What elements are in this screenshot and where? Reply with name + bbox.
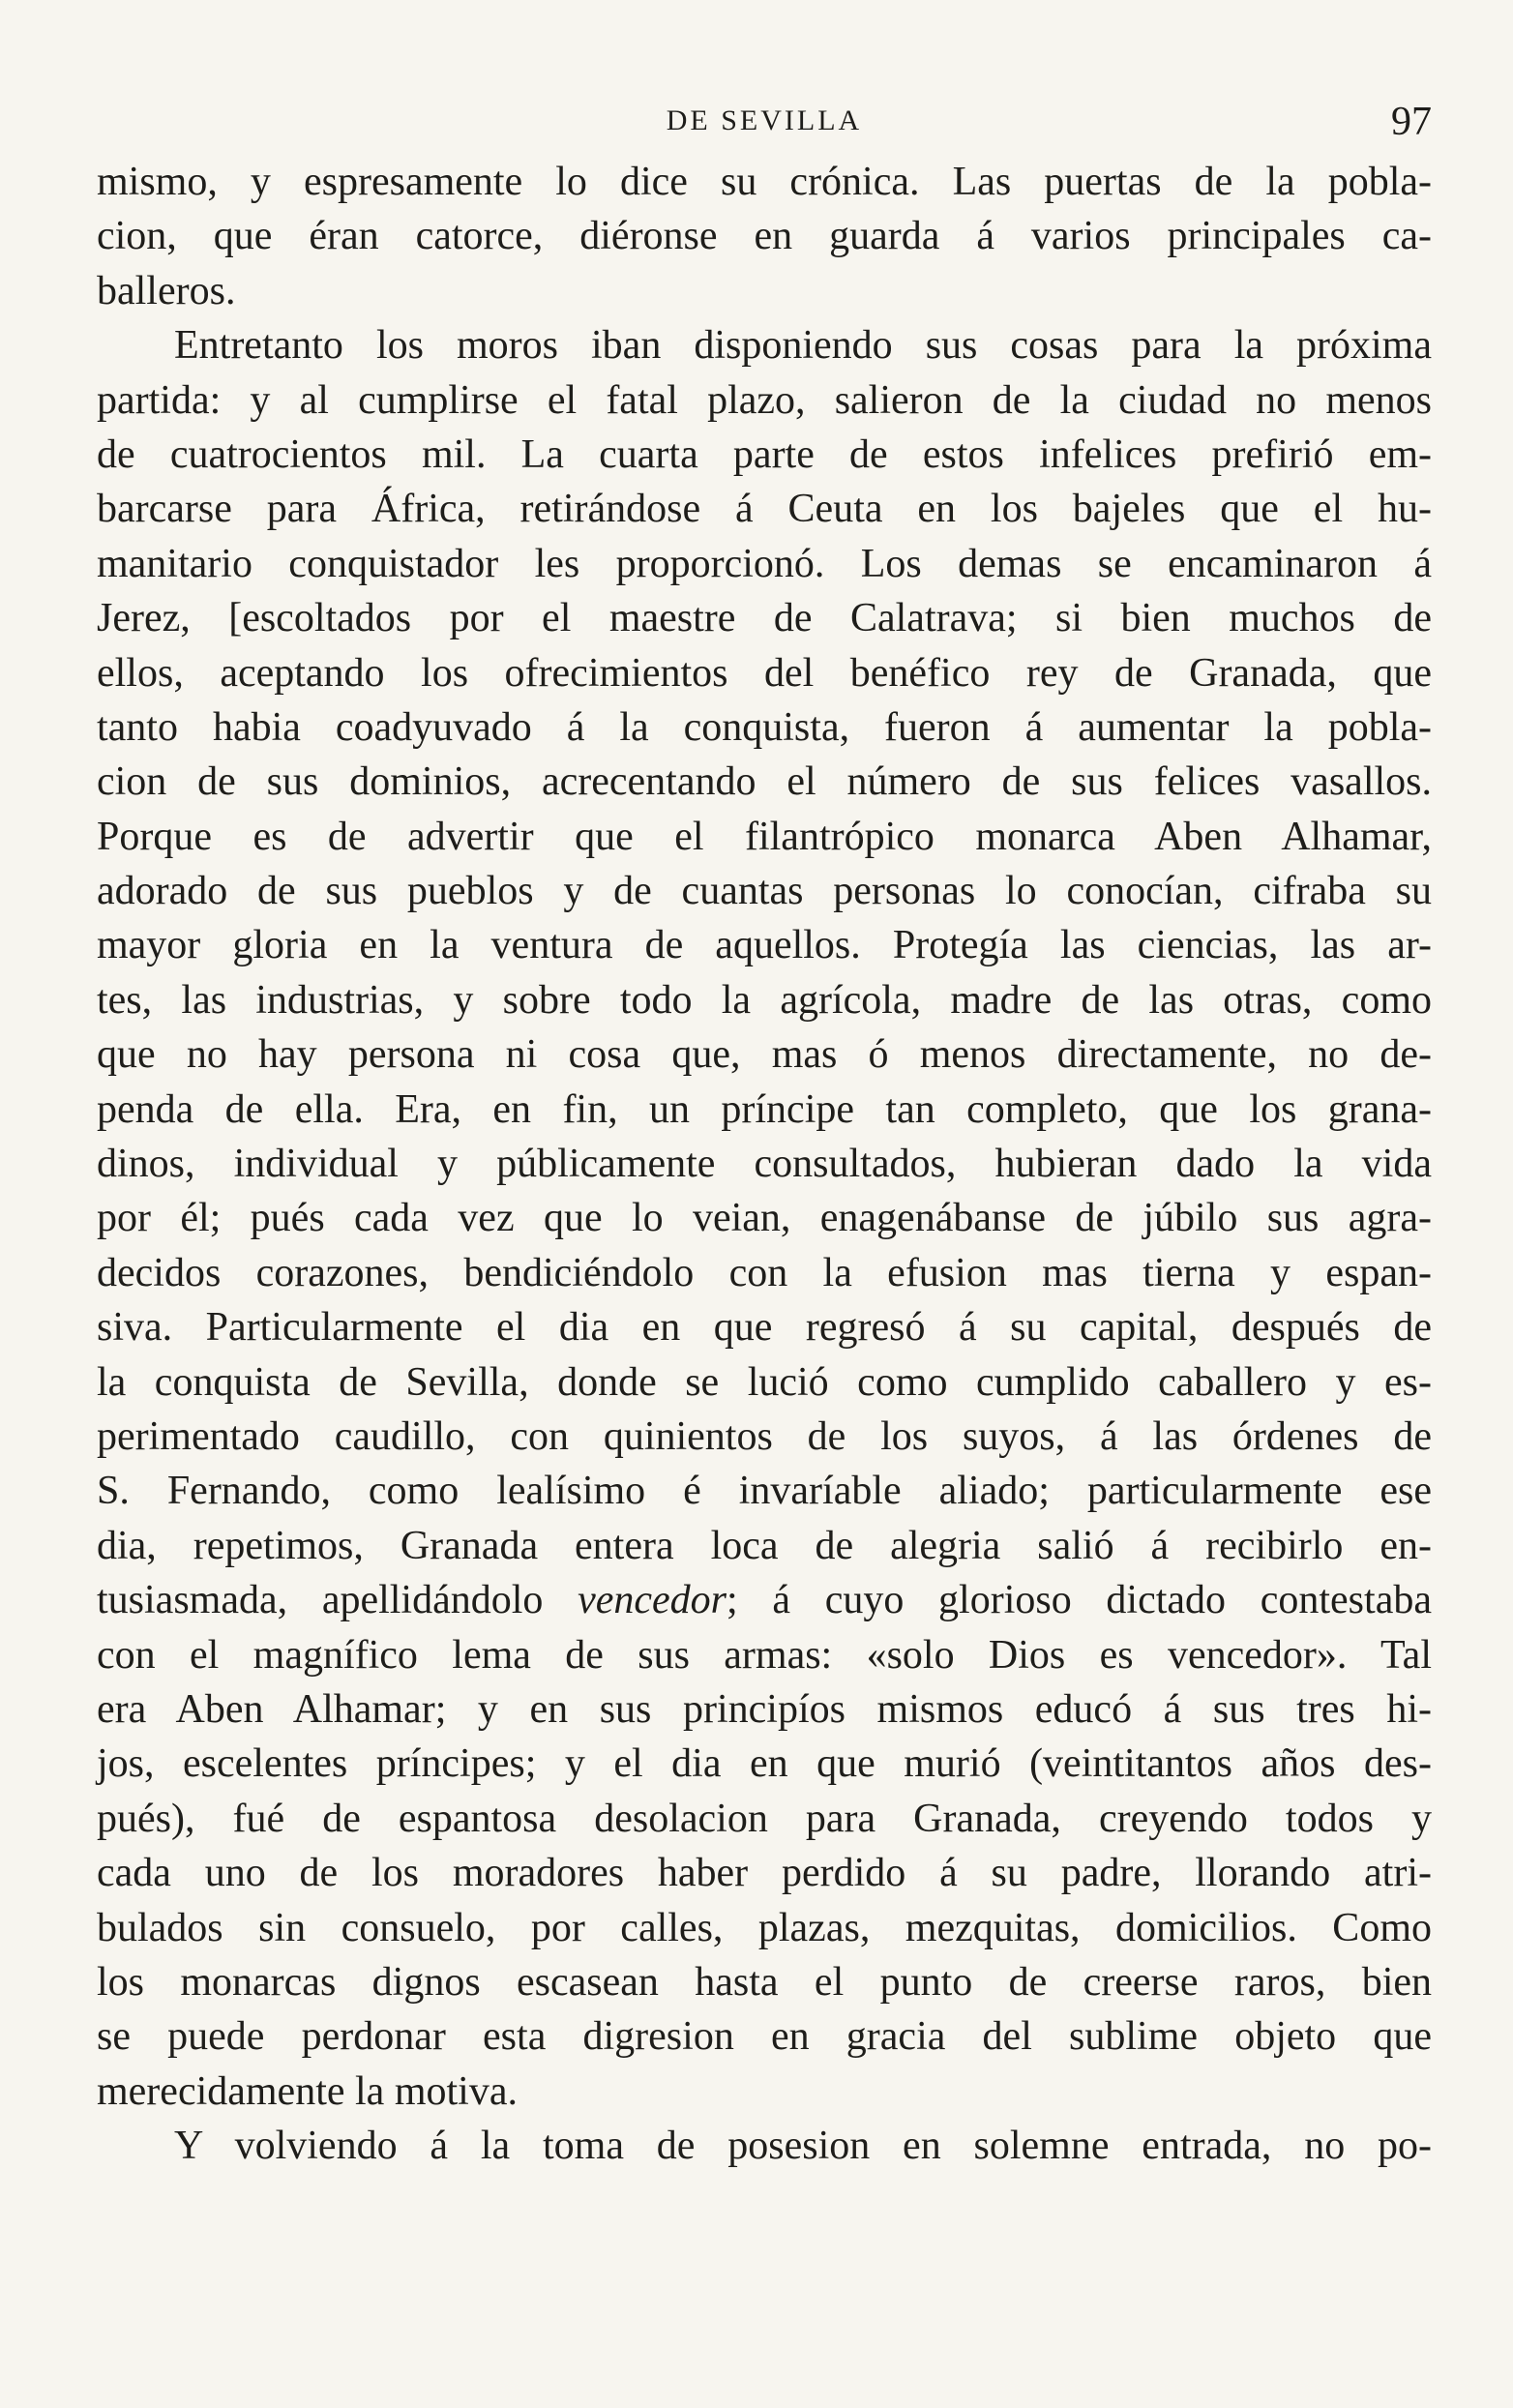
text-line: siva. Particularmente el dia en que regresó á su capital, después de [97,1305,1432,1351]
text-line: manitario conquistador les proporcionó. Los demas se encaminaron á [97,541,1432,586]
text-line: Y volviendo á la toma de posesion en solemne entrada, no po- [174,2124,1432,2169]
text-line: dia, repetimos, Granada entera loca de alegria salió á recibirlo en- [97,1523,1432,1568]
text-line: se puede perdonar esta digresion en gracia del sublime objeto que [97,2014,1432,2060]
page-number: 97 [1391,100,1432,144]
text-line: de cuatrocientos mil. La cuarta parte de estos infelices prefirió em- [97,431,1432,477]
text-line: por él; pués cada vez que lo veian, enagenábanse de júbilo sus agra- [97,1196,1432,1241]
text-line: Entretanto los moros iban disponiendo sus cosas para la próxima [174,323,1432,369]
page-header [97,100,1432,153]
text-line: barcarse para África, retirándose á Ceuta en los bajeles que el hu- [97,487,1432,532]
text-line: tanto habia coadyuvado á la conquista, fueron á aumentar la pobla- [97,704,1432,750]
running-head: DE SEVILLA [666,104,863,136]
text-line: decidos corazones, bendiciéndolo con la efusion mas tierna y espan- [97,1250,1432,1295]
text-line: que no hay persona ni cosa que, mas ó menos directamente, no de- [97,1032,1432,1078]
text-line: cion, que éran catorce, diéronse en guarda á varios principales ca- [97,214,1432,259]
text-line: mismo, y espresamente lo dice su crónica. Las puertas de la pobla- [97,160,1432,204]
text-line: tes, las industrias, y sobre todo la agrícola, madre de las otras, como [97,977,1432,1023]
text-line: perimentado caudillo, con quinientos de los suyos, á las órdenes de [97,1413,1432,1459]
text-line: los monarcas dignos escasean hasta el punto de creerse raros, bien [97,1959,1432,2005]
text-line: bulados sin consuelo, por calles, plazas, mezquitas, domicilios. Como [97,1905,1432,1950]
text-line: penda de ella. Era, en fin, un príncipe tan completo, que los grana- [97,1086,1432,1132]
text-line-start: tusiasmada, apellidándolo [97,1578,578,1623]
text-line: pués), fué de espantosa desolacion para Granada, creyendo todos y [97,1796,1432,1841]
text-line: partida: y al cumplirse el fatal plazo, salieron de la ciudad no menos [97,377,1432,423]
text-line: jos, escelentes príncipes; y el dia en que murió (veintitantos años des- [97,1741,1432,1787]
text-line: Jerez, [escoltados por el maestre de Calatrava; si bien muchos de [97,596,1432,641]
text-line: dinos, individual y públicamente consultados, hubieran dado la vida [97,1142,1432,1187]
body-text [97,155,1432,2173]
text-line: Porque es de advertir que el filantrópico monarca Aben Alhamar, [97,814,1432,859]
text-line: cion de sus dominios, acrecentando el número de sus felices vasallos. [97,759,1432,805]
text-line: cada uno de los moradores haber perdido á su padre, llorando atri- [97,1851,1432,1896]
text-line-end: ; á cuyo glorioso dictado contestaba [727,1578,1432,1623]
text-line-italic [97,1573,1432,1627]
text-line: S. Fernando, como lealísimo é invaríable aliado; particularmente ese [97,1469,1432,1514]
text-line: mayor gloria en la ventura de aquellos. Protegía las ciencias, las ar- [97,923,1432,968]
text-line: merecidamente la motiva. [97,2068,518,2114]
text-line: balleros. [97,268,236,313]
italic-word: vencedor [578,1578,727,1623]
text-line: ellos, aceptando los ofrecimientos del benéfico rey de Granada, que [97,650,1432,696]
text-line: la conquista de Sevilla, donde se lució como cumplido caballero y es- [97,1359,1432,1405]
text-line: era Aben Alhamar; y en sus principíos mismos educó á sus tres hi- [97,1686,1432,1732]
text-line: con el magnífico lema de sus armas: «solo Dios es vencedor». Tal [97,1632,1432,1678]
text-line: adorado de sus pueblos y de cuantas personas lo conocían, cifraba su [97,869,1432,914]
